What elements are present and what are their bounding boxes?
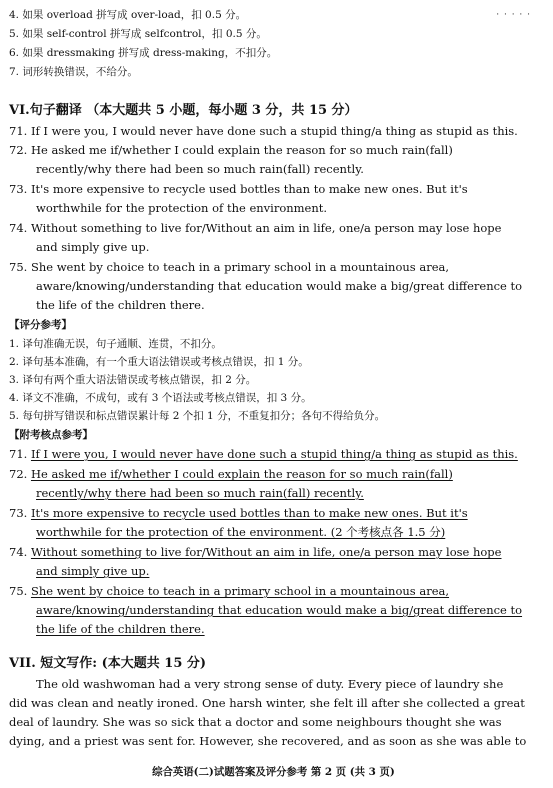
sentence-item (9, 260, 449, 274)
scoring-title: 【评分参考】 (9, 319, 72, 331)
paragraph-line: did was clean and neatly ironed. One harsh winter, she felt ill after she collected a great (9, 696, 525, 710)
checkpoint-text: Without something to live for/Without an aim in life, one/a person may lose hope (30, 545, 502, 559)
checkpoint-text: He asked me if/whether I could explain the reason for so much rain(fall) (30, 467, 453, 481)
checkpoint-item (9, 545, 501, 559)
sentence-text: aware/knowing/understanding that education would make a big/great difference to (36, 279, 523, 293)
section-title: VII. 短文写作: (本大题共 15 分) (9, 656, 207, 671)
checkpoint-item (9, 467, 453, 481)
intro-item: 6. 如果 dressmaking 拼写成 dress-making，不扣分。 (9, 47, 278, 59)
sentence-text: recently/why there had been so much rain(fall) recently. (36, 162, 364, 176)
sentence-text: the life of the children there. (36, 298, 205, 312)
sentence-text: He asked me if/whether I could explain the reason for so much rain(fall) (30, 143, 453, 157)
checkpoint-text: the life of the children there. (36, 622, 205, 636)
sentence-text: She went by choice to teach in a primary school in a mountainous area, (30, 260, 450, 274)
checkpoint-number: 75. (9, 584, 28, 598)
checkpoint-text: recently/why there had been so much rain(fall) recently. (36, 486, 364, 500)
checkpoint-number: 74. (9, 545, 28, 559)
checkpoint-text: and simply give up. (36, 564, 150, 578)
sentence-number: 72. (9, 143, 28, 157)
sentence-item (9, 124, 518, 138)
checkpoint-item (9, 584, 449, 598)
sentence-text: If I were you, I would never have done such a stupid thing/a thing as stupid as this. (30, 124, 518, 138)
checkpoint-text: She went by choice to teach in a primary school in a mountainous area, (30, 584, 450, 598)
checkpoint-item (9, 506, 468, 520)
sentence-text: worthwhile for the protection of the environment. (36, 201, 328, 215)
checkpoint-number: 71. (9, 447, 28, 461)
scoring-item: 2. 译句基本准确，有一个重大语法错误或考核点错误，扣 1 分。 (9, 356, 309, 368)
scoring-item: 4. 译文不准确，不成句，或有 3 个语法或考核点错误，扣 3 分。 (9, 392, 312, 404)
checkpoint-number: 73. (9, 506, 28, 520)
corner-mark: · · · · · (496, 10, 531, 20)
paragraph-line: deal of laundry. She was so sick that a doctor and some neighbours thought she was (9, 715, 502, 729)
intro-item: 4. 如果 overload 拼写成 over-load，扣 0.5 分。 (9, 9, 247, 21)
sentence-number: 74. (9, 221, 28, 235)
checkpoint-text: worthwhile for the protection of the environment. (2 个考核点各 1.5 分) (36, 525, 446, 539)
sentence-item (9, 182, 468, 196)
scoring-item: 3. 译句有两个重大语法错误或考核点错误，扣 2 分。 (9, 374, 257, 386)
page-footer: 综合英语(二)试题答案及评分参考 第 2 页 (共 3 页) (152, 766, 395, 778)
checkpoints-title: 【附考核点参考】 (9, 429, 93, 441)
section-title: VI.句子翻译 （本大题共 5 小题，每小题 3 分，共 15 分） (9, 103, 358, 118)
sentence-number: 73. (9, 182, 28, 196)
sentence-item (9, 143, 453, 157)
scoring-item: 1. 译句准确无误，句子通顺、连贯，不扣分。 (9, 338, 222, 350)
scoring-item: 5. 每句拼写错误和标点错误累计每 2 个扣 1 分，不重复扣分；各句不得给负分。 (9, 410, 386, 422)
checkpoint-text: aware/knowing/understanding that education would make a big/great difference to (36, 603, 523, 617)
intro-item: 5. 如果 self-control 拼写成 selfcontrol，扣 0.5 分。 (9, 28, 267, 40)
checkpoint-text: If I were you, I would never have done such a stupid thing/a thing as stupid as this. (30, 447, 518, 461)
sentence-item (9, 221, 501, 235)
sentence-number: 71. (9, 124, 28, 138)
checkpoint-item (9, 447, 518, 461)
paragraph-line: dying, and a priest was sent for. However, she recovered, and as soon as she was able to (9, 734, 527, 748)
checkpoint-number: 72. (9, 467, 28, 481)
checkpoint-text: It's more expensive to recycle used bottles than to make new ones. But it's (30, 506, 468, 520)
sentence-text: Without something to live for/Without an aim in life, one/a person may lose hope (30, 221, 502, 235)
sentence-number: 75. (9, 260, 28, 274)
sentence-text: and simply give up. (36, 240, 150, 254)
intro-item: 7. 词形转换错误，不给分。 (9, 66, 138, 78)
paragraph-line: The old washwoman had a very strong sense of duty. Every piece of laundry she (36, 677, 504, 691)
sentence-text: It's more expensive to recycle used bottles than to make new ones. But it's (30, 182, 468, 196)
